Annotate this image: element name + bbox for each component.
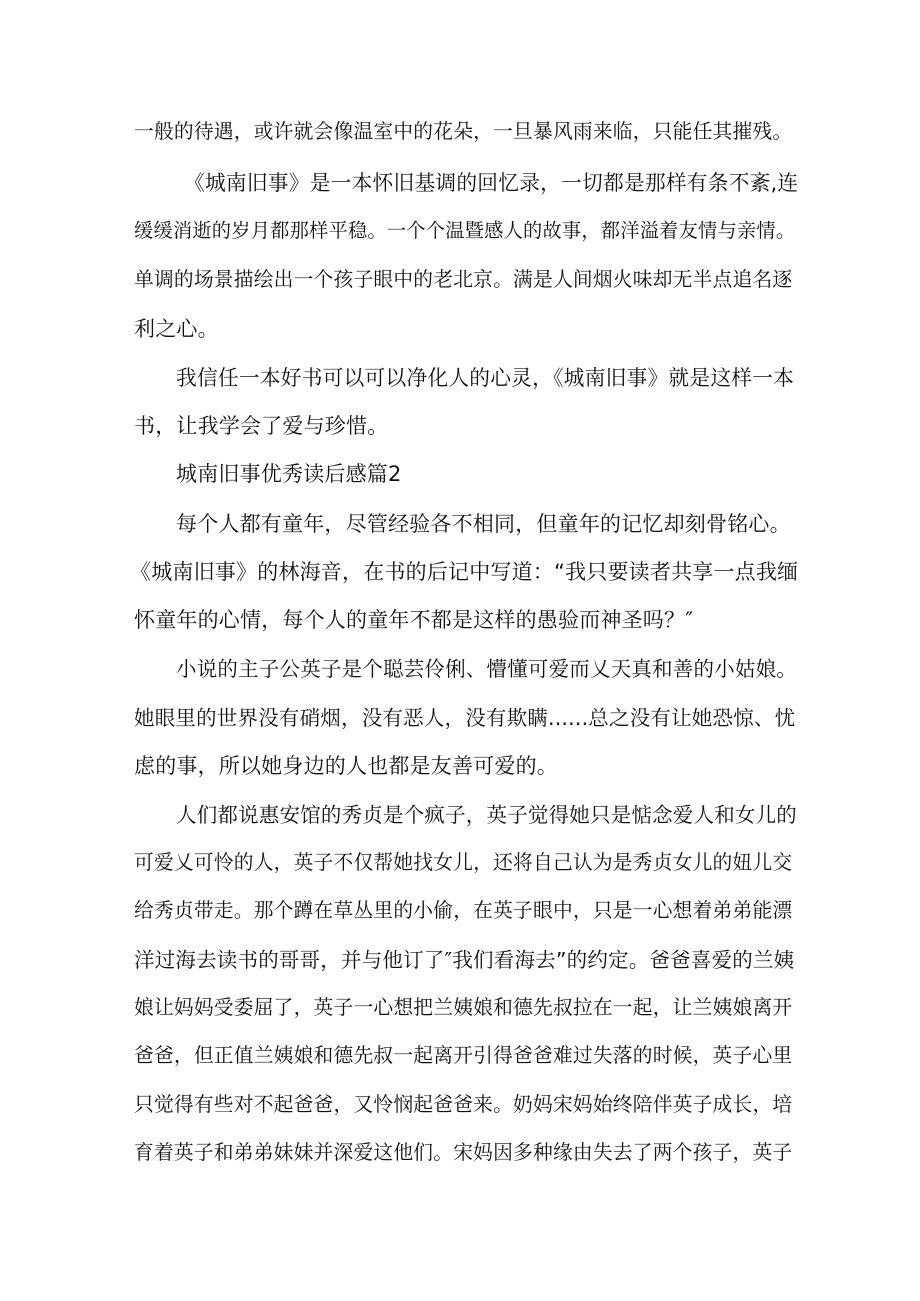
text-line: 可爱乂可怜的人，英子不仅帮她找女儿，还将自己认为是秀贞女儿的妞儿交 — [134, 851, 793, 874]
text-line: 只觉得有些对不起爸爸，又怜悯起爸爸来。奶妈宋妈始终陪伴英子成长，培 — [134, 1093, 793, 1116]
text-line: 虑的事，所以她身边的人也都是友善可爱的。 — [134, 754, 558, 778]
text-line: 书，让我学会了爱与珍惜。 — [134, 414, 389, 438]
text-line: 娘让妈妈受委屈了，英子一心想把兰姨娘和德先叔拉在一起，让兰姨娘离开 — [134, 996, 793, 1019]
text-line: 给秀贞带走。那个蹲在草丛里的小偷，在英子眼中，只是一心想着弟弟能漂 — [134, 899, 793, 922]
text-line: 《城南旧事》的林海音，在书的后记中写道：“我只要读者共享一点我缅 — [130, 560, 799, 584]
text-line: 每个人都有童年，尽管经验各不相同，但童年的记忆却刻骨铭心。 — [176, 512, 791, 536]
text-line: 洋过海去读书的哥哥，并与他订了″我们看海去”的约定。爸爸喜爱的兰姨 — [134, 948, 795, 972]
text-line: 一般的待遇，或许就会像温室中的花朵，一旦暴风雨来临，只能任其摧残。 — [134, 120, 793, 143]
text-line: 利之心。 — [134, 317, 219, 341]
text-line: 爸爸，但正值兰姨娘和德先叔一起离开引得爸爸难过失落的时候，英子心里 — [134, 1044, 793, 1067]
text-line: 小说的主子公英子是个聪芸伶俐、懵懂可爱而乂天真和善的小姑娘。 — [176, 657, 797, 681]
section-heading: 城南旧事优秀读后感篇2 — [176, 462, 402, 486]
text-line: 她眼里的世界没有硝烟，没有恶人，没有欺瞒......总之没有让她恐惊、忧 — [134, 706, 796, 730]
text-line: 《城南旧事》是一本怀旧基调的回忆录，一切都是那样有条不紊,连 — [184, 171, 799, 195]
text-line: 单调的场景描绘出一个孩子眼中的老北京。满是人间烟火味却无半点追名逐 — [134, 268, 793, 291]
text-line: 缓缓消逝的岁月都那样平稳。一个个温暨感人的故事，都洋溢着友情与亲情。 — [134, 219, 796, 242]
text-line: 我信任一本好书可以可以净化人的心灵，《城南旧事》就是这样一本 — [176, 366, 795, 390]
text-line: 人们都说惠安馆的秀贞是个疯子，英子觉得她只是惦念爱人和女儿的 — [176, 803, 797, 827]
text-line: 怀童年的心情，每个人的童年不都是这样的愚验而神圣吗？″ — [134, 608, 694, 632]
text-line: 育着英子和弟弟妹妹并深爱这他们。宋妈因多种缘由失去了两个孩子，英子 — [134, 1141, 793, 1164]
